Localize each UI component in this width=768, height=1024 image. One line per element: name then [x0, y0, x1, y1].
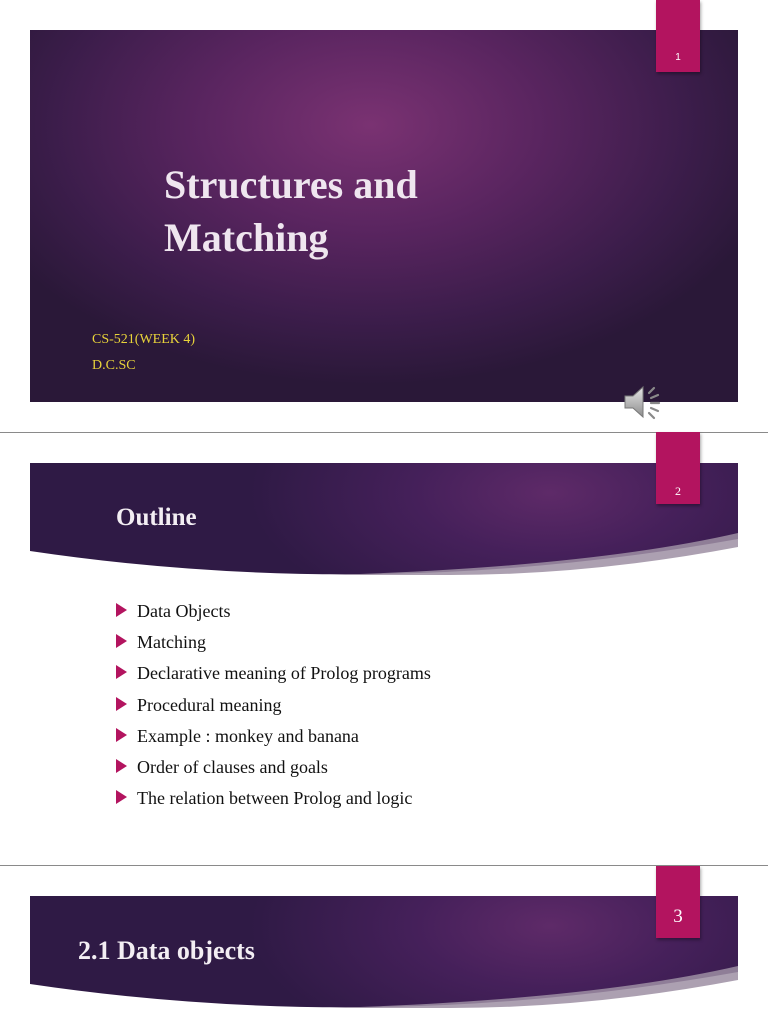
list-item: Procedural meaning [116, 691, 431, 722]
slide-1-department: D.C.SC [92, 358, 136, 373]
slide-3-number-tab [656, 866, 700, 938]
slide-1 [30, 30, 738, 402]
speaker-icon[interactable] [622, 383, 664, 421]
bullet-triangle-icon [116, 665, 127, 679]
page-divider [0, 432, 768, 433]
list-item: Example : monkey and banana [116, 722, 431, 753]
page-divider [0, 865, 768, 866]
bullet-triangle-icon [116, 728, 127, 742]
bullet-triangle-icon [116, 759, 127, 773]
bullet-triangle-icon [116, 697, 127, 711]
bullet-triangle-icon [116, 790, 127, 804]
slide-2-number: 2 [675, 484, 681, 498]
list-item: Declarative meaning of Prolog programs [116, 659, 431, 690]
slide-1-number: 1 [675, 52, 681, 63]
slide-2-header [30, 463, 738, 575]
bullet-triangle-icon [116, 634, 127, 648]
slide-1-course-code: CS-521(WEEK 4) [92, 332, 196, 347]
slide-3-number: 3 [673, 906, 683, 927]
list-item: Order of clauses and goals [116, 753, 431, 784]
slide-3-header [30, 896, 738, 1008]
slide-1-title: Structures and Matching [164, 162, 418, 260]
bullet-triangle-icon [116, 603, 127, 617]
list-item: Matching [116, 628, 431, 659]
slide-3-title: 2.1 Data objects [78, 936, 255, 965]
list-item: The relation between Prolog and logic [116, 784, 431, 815]
slide-1-number-tab [656, 0, 700, 72]
list-item: Data Objects [116, 597, 431, 628]
slide-2-title: Outline [116, 504, 197, 531]
slide-2-number-tab [656, 432, 700, 504]
outline-list [116, 597, 431, 815]
